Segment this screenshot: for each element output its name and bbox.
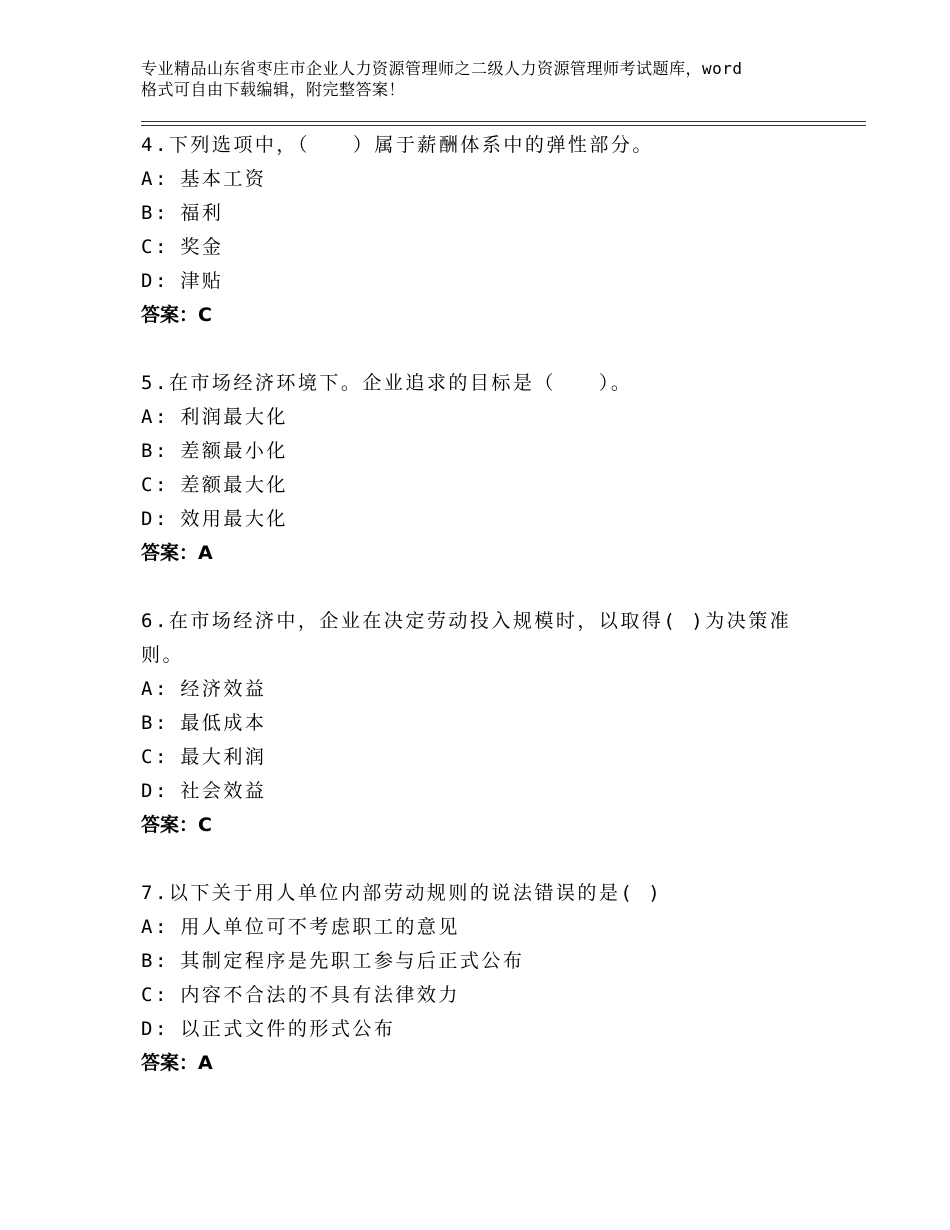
option-text: 最低成本 xyxy=(180,712,267,734)
option-a xyxy=(141,400,841,434)
option-key: C xyxy=(141,746,155,768)
option-separator: : xyxy=(154,508,167,530)
question-stem: 4.下列选项中，（ ）属于薪酬体系中的弹性部分。 xyxy=(141,134,654,156)
question-5 xyxy=(141,366,841,570)
option-d xyxy=(141,774,841,808)
question-stem: 6.在市场经济中，企业在决定劳动投入规模时，以取得( )为决策准 xyxy=(141,610,792,632)
option-d xyxy=(141,502,841,536)
option-key: A xyxy=(141,678,155,700)
option-c xyxy=(141,230,841,264)
option-text: 基本工资 xyxy=(180,168,267,190)
option-text: 社会效益 xyxy=(180,780,267,802)
option-b xyxy=(141,434,841,468)
option-key: B xyxy=(141,950,155,972)
option-text: 内容不合法的不具有法律效力 xyxy=(180,984,460,1006)
question-stem: 7.以下关于用人单位内部劳动规则的说法错误的是( ) xyxy=(141,882,663,904)
answer-label: 答案： xyxy=(141,542,199,564)
option-text: 以正式文件的形式公布 xyxy=(180,1018,396,1040)
question-7 xyxy=(141,876,841,1080)
option-key: C xyxy=(141,984,155,1006)
option-b xyxy=(141,706,841,740)
option-key: C xyxy=(141,236,155,258)
header-rule-thin xyxy=(141,125,866,126)
option-key: B xyxy=(141,202,155,224)
option-c xyxy=(141,468,841,502)
option-text: 经济效益 xyxy=(180,678,267,700)
option-key: A xyxy=(141,406,155,428)
question-list xyxy=(141,128,841,1114)
header-rule-thick xyxy=(141,121,866,122)
option-key: D xyxy=(141,1018,155,1040)
answer-line xyxy=(141,1046,841,1080)
option-d xyxy=(141,264,841,298)
header-line-1: 专业精品山东省枣庄市企业人力资源管理师之二级人力资源管理师考试题库，word xyxy=(141,59,743,78)
option-separator: : xyxy=(154,406,167,428)
answer-line xyxy=(141,298,841,332)
option-key: D xyxy=(141,780,155,802)
option-text: 利润最大化 xyxy=(180,406,288,428)
option-key: B xyxy=(141,440,155,462)
option-separator: : xyxy=(154,440,167,462)
option-key: B xyxy=(141,712,155,734)
question-4 xyxy=(141,128,841,332)
option-separator: : xyxy=(154,712,167,734)
option-key: A xyxy=(141,916,155,938)
option-key: A xyxy=(141,168,155,190)
answer-value: A xyxy=(198,542,213,564)
option-text: 差额最大化 xyxy=(180,474,288,496)
option-text: 用人单位可不考虑职工的意见 xyxy=(180,916,460,938)
question-stem: 5.在市场经济环境下。企业追求的目标是（ ）。 xyxy=(141,372,633,394)
option-a xyxy=(141,910,841,944)
option-separator: : xyxy=(154,168,167,190)
answer-line xyxy=(141,536,841,570)
option-text: 津贴 xyxy=(180,270,224,292)
header-line-2: 格式可自由下载编辑，附完整答案！ xyxy=(141,80,406,99)
option-separator: : xyxy=(154,270,167,292)
option-text: 最大利润 xyxy=(180,746,267,768)
answer-value: A xyxy=(198,1052,213,1074)
option-separator: : xyxy=(154,202,167,224)
option-c xyxy=(141,740,841,774)
question-stem-continued: 则。 xyxy=(141,644,185,666)
option-separator: : xyxy=(154,474,167,496)
option-key: C xyxy=(141,474,155,496)
option-text: 其制定程序是先职工参与后正式公布 xyxy=(180,950,525,972)
option-a xyxy=(141,672,841,706)
option-a xyxy=(141,162,841,196)
option-key: D xyxy=(141,508,155,530)
option-c xyxy=(141,978,841,1012)
option-separator: : xyxy=(154,950,167,972)
answer-line xyxy=(141,808,841,842)
option-separator: : xyxy=(154,916,167,938)
question-6 xyxy=(141,604,841,842)
option-b xyxy=(141,196,841,230)
option-text: 福利 xyxy=(180,202,224,224)
option-text: 奖金 xyxy=(180,236,224,258)
option-separator: : xyxy=(154,236,167,258)
option-separator: : xyxy=(154,780,167,802)
option-separator: : xyxy=(154,984,167,1006)
option-b xyxy=(141,944,841,978)
answer-value: C xyxy=(198,814,212,836)
option-separator: : xyxy=(154,678,167,700)
answer-value: C xyxy=(198,304,212,326)
answer-label: 答案： xyxy=(141,304,199,326)
document-header xyxy=(141,58,841,100)
option-separator: : xyxy=(154,746,167,768)
option-separator: : xyxy=(154,1018,167,1040)
option-key: D xyxy=(141,270,155,292)
option-text: 差额最小化 xyxy=(180,440,288,462)
option-d xyxy=(141,1012,841,1046)
answer-label: 答案： xyxy=(141,814,199,836)
answer-label: 答案： xyxy=(141,1052,199,1074)
option-text: 效用最大化 xyxy=(180,508,288,530)
